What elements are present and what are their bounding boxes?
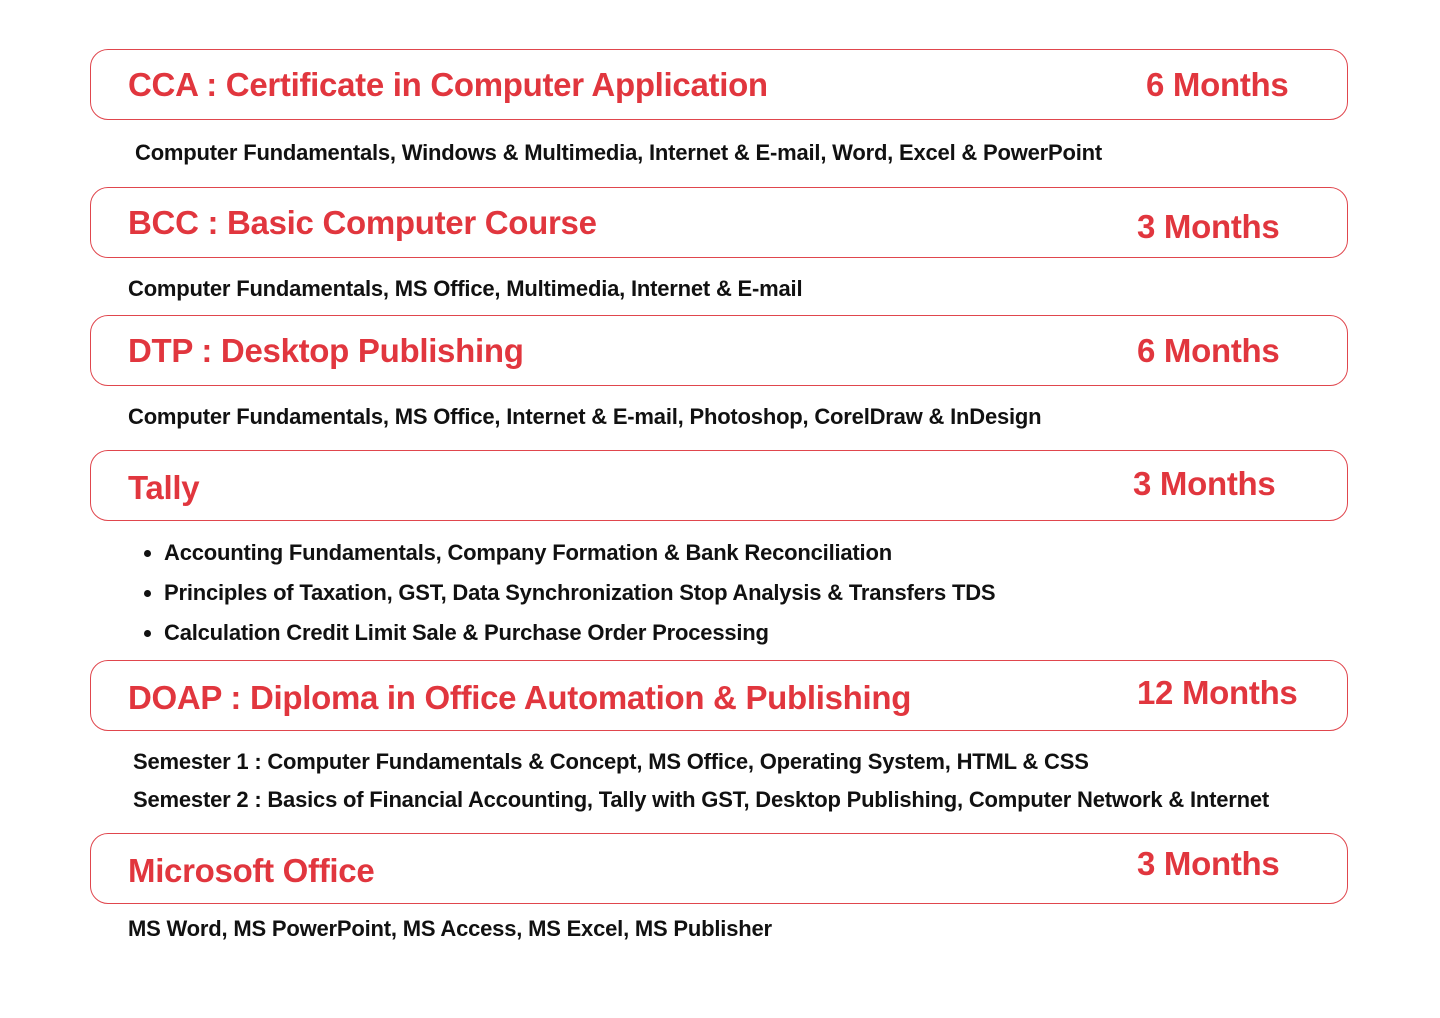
course-box-cca (90, 49, 1348, 120)
doap-semester-1: Semester 1 : Computer Fundamentals & Concept, MS Office, Operating System, HTML & CSS (133, 749, 1089, 774)
course-description-cca: Computer Fundamentals, Windows & Multimedia, Internet & E-mail, Word, Excel & PowerPoint (135, 140, 1103, 165)
course-duration-doap: 12 Months (1137, 674, 1298, 712)
course-title-dtp: DTP : Desktop Publishing (128, 331, 524, 369)
tally-topic-list (135, 536, 995, 656)
list-item: • Principles of Taxation, GST, Data Synchronization Stop Analysis & Transfers TDS (164, 576, 995, 616)
course-duration-ms-office: 3 Months (1137, 844, 1280, 882)
course-box-tally (90, 450, 1348, 521)
list-item: • Accounting Fundamentals, Company Formation & Bank Reconciliation (164, 536, 995, 576)
course-duration-cca: 6 Months (1146, 65, 1289, 103)
course-duration-tally: 3 Months (1133, 465, 1276, 503)
course-title-doap: DOAP : Diploma in Office Automation & Publishing (128, 678, 912, 716)
course-description-bcc: Computer Fundamentals, MS Office, Multimedia, Internet & E-mail (128, 276, 803, 301)
course-box-ms-office (90, 833, 1348, 904)
list-item: • Calculation Credit Limit Sale & Purchase Order Processing (164, 616, 995, 656)
doap-semester-2: Semester 2 : Basics of Financial Accounting, Tally with GST, Desktop Publishing, Computer Network & Internet (133, 787, 1270, 812)
course-box-dtp (90, 315, 1348, 386)
course-duration-bcc: 3 Months (1137, 207, 1280, 245)
course-description-ms-office: MS Word, MS PowerPoint, MS Access, MS Excel, MS Publisher (128, 916, 772, 941)
course-title-tally: Tally (128, 468, 200, 506)
course-title-ms-office: Microsoft Office (128, 851, 375, 889)
course-box-bcc (90, 187, 1348, 258)
course-description-dtp: Computer Fundamentals, MS Office, Internet & E-mail, Photoshop, CorelDraw & InDesign (128, 404, 1042, 429)
course-title-bcc: BCC : Basic Computer Course (128, 203, 597, 241)
course-duration-dtp: 6 Months (1137, 331, 1280, 369)
course-title-cca: CCA : Certificate in Computer Application (128, 65, 768, 103)
course-box-doap (90, 660, 1348, 731)
